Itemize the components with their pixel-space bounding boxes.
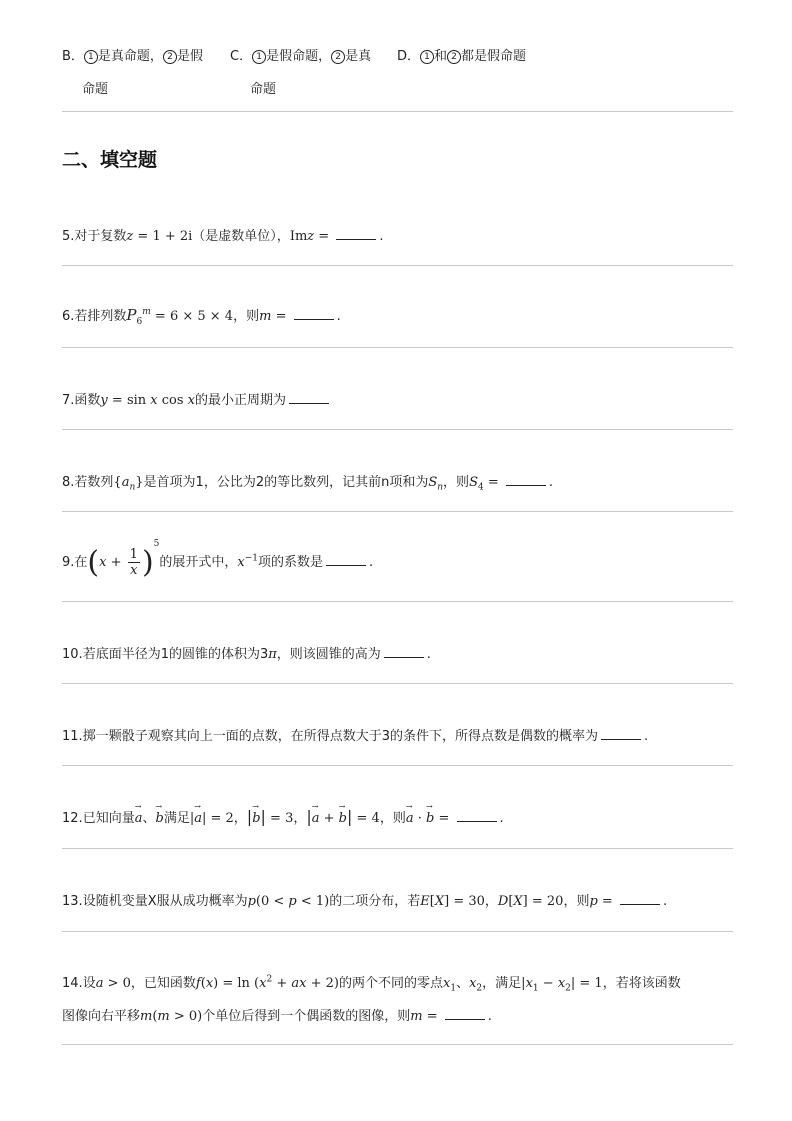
answer-blank[interactable] <box>384 647 424 658</box>
q12-text-c: ，则 <box>379 811 406 826</box>
question-number: 8. <box>62 475 75 490</box>
question-number: 7. <box>62 393 75 408</box>
q12-text-b: 满足 <box>163 811 190 826</box>
q13-text-b: 的二项分布，若 <box>329 894 421 909</box>
formula: m <box>410 1009 423 1024</box>
q8-text-d: . <box>548 475 554 490</box>
question-9 <box>62 539 373 580</box>
formula: z <box>126 229 134 244</box>
question-12: 12.已知向量→ a、→ b满足|→ a| = 2，|→ b| = 3，|→ a + → b| = 4，则→ a · → b = . <box>62 807 504 826</box>
option-d-mid: 和 <box>434 49 448 64</box>
q5-text-c: . <box>379 229 384 244</box>
q14-text-e: ，若将该函数 <box>602 976 681 991</box>
section-title: 二、填空题 <box>62 149 158 171</box>
q14-text-g: 个单位后得到一个偶函数的图像，则 <box>202 1009 411 1024</box>
question-number: 5. <box>62 229 75 244</box>
question-number: 10. <box>62 647 83 662</box>
divider <box>62 601 733 602</box>
q8-text-c: ，则 <box>443 475 470 490</box>
q8-text-a: 若数列 <box>74 475 114 490</box>
formula: | <box>306 807 312 826</box>
question-number: 11. <box>62 729 83 744</box>
circled-1: 1 <box>84 50 98 64</box>
q8-text-b: 是首项为1，公比为2的等比数列，记其前n项和为 <box>143 475 429 490</box>
option-b-continued: 命题 <box>82 82 109 97</box>
q11-text-a: 掷一颗骰子观察其向上一面的点数，在所得点数大于3的条件下，所得点数是偶数的概率为 <box>82 729 598 744</box>
formula: a <box>95 976 104 991</box>
q13-text-c: ，则 <box>563 894 590 909</box>
q14-text-a: 设 <box>82 976 96 991</box>
formula: $x^{-1}$ <box>237 553 259 570</box>
option-b-label: B． <box>62 49 84 64</box>
question-6: 6.若排列数$P_6^m = 6 \times 5 \times 4$，则m = . <box>62 306 341 327</box>
formula: p <box>589 894 598 909</box>
q12-text-d: . <box>499 811 504 826</box>
formula: p <box>247 894 256 909</box>
option-d <box>397 45 526 64</box>
q10-text-a: 若底面半径为1的圆锥的体积为3 <box>82 647 269 662</box>
answer-blank[interactable] <box>620 894 660 905</box>
formula: E <box>420 894 430 909</box>
formula: π <box>268 647 277 662</box>
question-number: 6. <box>62 309 75 324</box>
divider <box>62 931 733 932</box>
option-d-text: 都是假命题 <box>461 49 527 64</box>
divider <box>62 265 733 266</box>
formula: $\{a_n\}$ <box>113 475 144 493</box>
question-14-line-2: 图像向右平移m(m > 0)个单位后得到一个偶函数的图像，则m = . <box>62 1009 492 1024</box>
question-8: 8.若数列$\{a_n\}$是首项为1，公比为2的等比数列，记其前n项和为$S_n$，则$S_4$ = . <box>62 475 554 493</box>
q14-text-d: ，满足 <box>482 976 522 991</box>
option-b-text: 是真命题， <box>97 49 163 64</box>
option-c-text2: 是真 <box>345 49 372 64</box>
question-number: 9. <box>62 555 75 570</box>
answer-blank[interactable] <box>601 729 641 740</box>
question-10 <box>62 643 431 662</box>
q12-text-a: 已知向量 <box>82 811 135 826</box>
circled-2: 2 <box>331 50 345 64</box>
question-13: 13.设随机变量X服从成功概率为p(0 < p < 1)的二项分布，若E[X] = 30，D[X] = 20，则p = . <box>62 894 668 909</box>
formula: → a <box>135 811 143 826</box>
circled-2: 2 <box>447 50 461 64</box>
divider <box>62 511 733 512</box>
q6-text-b: ，则 <box>233 309 260 324</box>
q14-text-c: 的两个不同的零点 <box>338 976 443 991</box>
answer-blank[interactable] <box>294 309 334 320</box>
divider <box>62 1044 733 1045</box>
option-c-text: 是假命题， <box>266 49 332 64</box>
q7-text-b: 的最小正周期为 <box>195 393 287 408</box>
q9-text-b: 的展开式中， <box>159 555 238 570</box>
q9-text-a: 在 <box>74 555 88 570</box>
formula: $x_1$ <box>442 976 457 994</box>
formula: f <box>195 976 201 991</box>
divider <box>62 683 733 684</box>
divider <box>62 848 733 849</box>
option-b-text2: 是假 <box>176 49 203 64</box>
q13-text-a: 设随机变量X服从成功概率为 <box>82 894 248 909</box>
q5-text-b: （是虚数单位）， <box>192 229 290 244</box>
option-b <box>62 45 203 64</box>
circled-1: 1 <box>420 50 434 64</box>
answer-blank[interactable] <box>336 229 376 240</box>
option-d-label: D． <box>397 49 421 64</box>
question-number: 14. <box>62 976 83 991</box>
answer-blank[interactable] <box>506 475 546 486</box>
divider <box>62 429 733 430</box>
answer-blank[interactable] <box>289 393 329 404</box>
formula: $|x_1 - x_2| = 1$ <box>521 976 603 994</box>
option-c <box>230 45 371 64</box>
formula: → a <box>406 811 414 826</box>
q9-text-d: . <box>369 555 374 570</box>
divider <box>62 347 733 348</box>
formula: |→ a| = 2， <box>190 811 247 826</box>
formula: $P_6^m$ <box>126 306 151 327</box>
q6-text-c: . <box>336 309 341 324</box>
question-14: 14.设a > 0，已知函数$f(x) = \ln (x^2$ + ax + 2)的两个不同的零点$x_1$、$x_2$，满足$|x_1 - x_2| = 1$，若将该函数 <box>62 974 681 994</box>
option-c-label: C． <box>230 49 253 64</box>
formula: $S_n$ <box>428 475 444 493</box>
question-5: 5.对于复数z = 1 + 2i（是虚数单位），Imz = . <box>62 229 384 244</box>
answer-blank[interactable] <box>326 555 366 566</box>
q14-text-h: . <box>487 1009 492 1024</box>
q10-text-b: ，则该圆锥的高为 <box>276 647 381 662</box>
divider <box>62 111 733 112</box>
question-7: 7.函数y = sin x cos x的最小正周期为 <box>62 389 332 408</box>
q7-text-a: 函数 <box>74 393 101 408</box>
formula: m <box>140 1009 153 1024</box>
formula: $S_4$ <box>469 475 484 493</box>
divider <box>62 765 733 766</box>
formula: Imz = <box>289 229 334 244</box>
answer-blank[interactable] <box>457 811 497 822</box>
question-number: 13. <box>62 894 83 909</box>
option-c-continued: 命题 <box>250 82 277 97</box>
q14-text-f: 图像向右平移 <box>62 1009 141 1024</box>
question-11 <box>62 725 648 744</box>
formula: y <box>100 393 108 408</box>
q11-text-b: . <box>643 729 649 744</box>
formula: | <box>246 807 253 826</box>
q14-text-b: ，已知函数 <box>130 976 196 991</box>
q6-text-a: 若排列数 <box>74 309 127 324</box>
formula: (x + $\frac{1}{x}$ )$^5$ <box>87 539 160 580</box>
formula: m <box>259 309 272 324</box>
circled-2: 2 <box>163 50 177 64</box>
q9-text-c: 项的系数是 <box>258 555 324 570</box>
q10-text-c: . <box>426 647 431 662</box>
q5-text-a: 对于复数 <box>74 229 127 244</box>
q13-text-d: . <box>662 894 668 909</box>
question-number: 12. <box>62 811 83 826</box>
answer-blank[interactable] <box>445 1009 485 1020</box>
circled-1: 1 <box>252 50 266 64</box>
